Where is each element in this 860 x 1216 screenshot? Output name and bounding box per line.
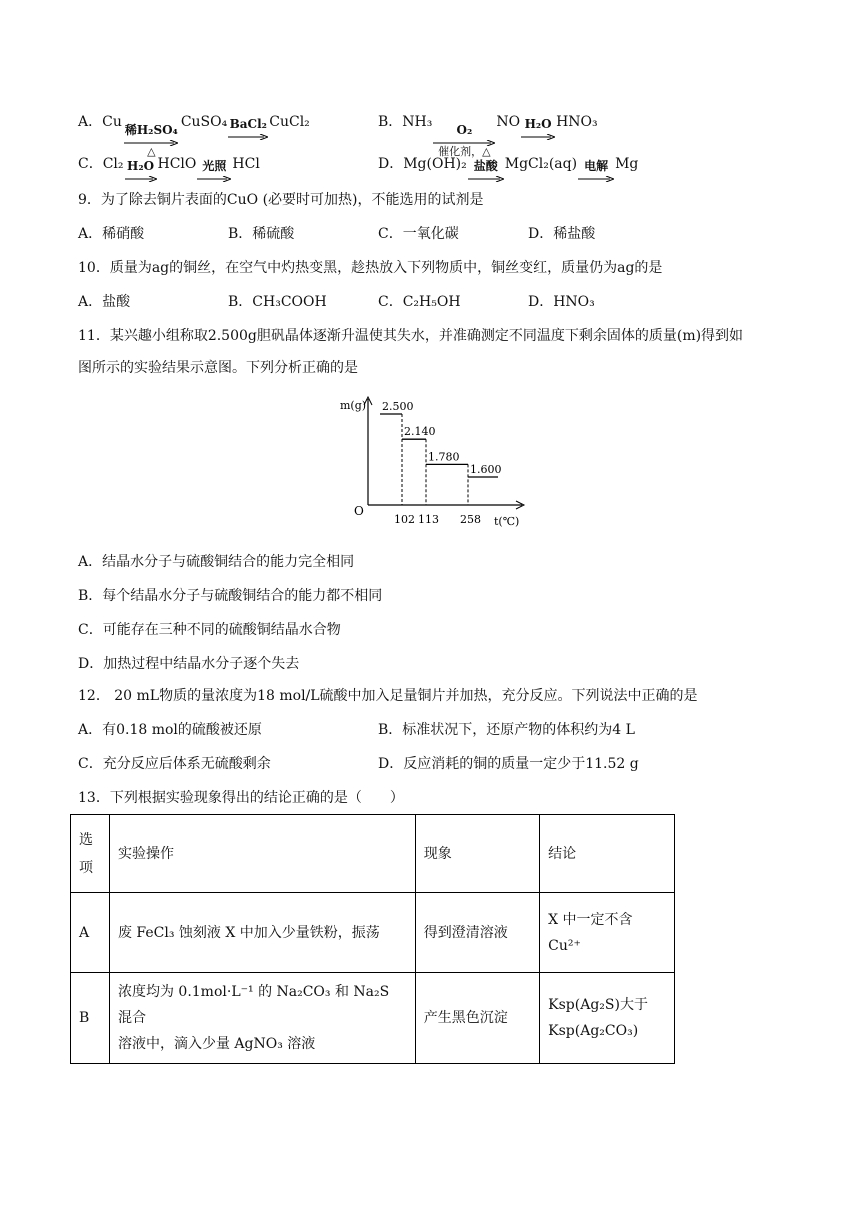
reaction-arrow xyxy=(228,114,268,140)
q11-stem-line1: 11．某兴趣小组称取2.500g胆矾晶体逐渐升温使其失水，并准确测定不同温度下剩余固体的质量(m)得到如 xyxy=(78,328,744,344)
q8-a-mid: CuSO₄ xyxy=(180,114,228,130)
reaction-arrow xyxy=(468,156,504,182)
value-label: 1.600 xyxy=(470,463,502,476)
table-header-row xyxy=(71,815,675,893)
operation-line1: 浓度均为 0.1mol·L⁻¹ 的 Na₂CO₃ 和 Na₂S 混合 xyxy=(117,984,390,1026)
y-axis-label: m(g) xyxy=(340,399,367,412)
arrow-top-label: 电解 xyxy=(584,159,609,173)
row-conclusion xyxy=(540,973,675,1064)
arrow-icon xyxy=(125,176,157,182)
q8-option-d xyxy=(378,154,638,182)
q9-stem: 9．为了除去铜片表面的CuO (必要时可加热)，不能选用的试剂是 xyxy=(78,192,484,208)
origin-label: O xyxy=(354,504,364,518)
q8-b-start: B．NH₃ xyxy=(378,114,433,130)
arrow-top-label: 光照 xyxy=(202,159,227,173)
table-row xyxy=(71,973,675,1064)
row-phenomenon: 得到澄清溶液 xyxy=(415,893,539,973)
x-axis-label: t(℃) xyxy=(494,515,520,528)
arrow-top-label: 稀H₂SO₄ xyxy=(124,123,178,137)
q8-b-end: HNO₃ xyxy=(556,114,598,130)
arrow-icon xyxy=(578,176,614,182)
q11-opt-a: A．结晶水分子与硫酸铜结合的能力完全相同 xyxy=(78,554,355,570)
x-tick-label: 258 xyxy=(460,513,481,526)
row-conclusion xyxy=(540,893,675,973)
reaction-arrow xyxy=(123,120,180,157)
conclusion-line1: Ksp(Ag₂S)大于 xyxy=(548,997,648,1013)
row-operation xyxy=(109,973,415,1064)
header-option: 选项 xyxy=(71,815,110,893)
q8-option-c xyxy=(78,154,260,182)
q13-stem: 13．下列根据实验现象得出的结论正确的是（ ） xyxy=(78,790,404,806)
arrow-bottom-label: 催化剂，△ xyxy=(438,145,491,158)
q11-opt-c: C．可能存在三种不同的硫酸铜结晶水合物 xyxy=(78,622,341,638)
row-option: A xyxy=(71,893,110,973)
value-label: 1.780 xyxy=(428,450,460,464)
q9-opt-a: A．稀硝酸 xyxy=(78,226,145,242)
arrow-top-label: O₂ xyxy=(456,123,473,137)
q8-option-b xyxy=(378,112,598,157)
arrow-top-label: H₂O xyxy=(524,117,552,131)
q8-c-start: C．Cl₂ xyxy=(78,156,124,172)
q8-b-mid: NO xyxy=(496,114,521,130)
operation-line2: 溶液中，滴入少量 AgNO₃ 溶液 xyxy=(117,1036,316,1052)
q9-opt-d: D．稀盐酸 xyxy=(528,226,596,242)
q9-opt-b: B．稀硫酸 xyxy=(228,226,295,242)
row-phenomenon: 产生黑色沉淀 xyxy=(415,973,539,1064)
q10-opt-a: A．盐酸 xyxy=(78,294,131,310)
q12-stem: 12． 20 mL物质的量浓度为18 mol/L硫酸中加入足量铜片并加热，充分反应。下列说法中正确的是 xyxy=(78,688,698,704)
q11-stem-line2: 图所示的实验结果示意图。下列分析正确的是 xyxy=(78,360,358,376)
q8-a-start: A．Cu xyxy=(78,114,122,130)
q10-opt-c: C．C₂H₅OH xyxy=(378,294,461,310)
q8-c-mid: HClO xyxy=(157,156,197,172)
q12-opt-a: A．有0.18 mol的硫酸被还原 xyxy=(78,722,262,738)
table-row xyxy=(71,893,675,973)
conclusion-line2: Cu²⁺ xyxy=(548,937,581,954)
arrow-icon xyxy=(468,176,504,182)
q10-opt-b: B．CH₃COOH xyxy=(228,294,327,310)
reaction-arrow xyxy=(578,156,614,182)
q8-d-end: Mg xyxy=(615,156,639,172)
q10-opt-d: D．HNO₃ xyxy=(528,294,595,310)
q8-a-end: CuCl₂ xyxy=(269,114,310,130)
q8-d-mid: MgCl₂(aq) xyxy=(504,156,578,172)
arrow-icon xyxy=(521,134,555,140)
q11-opt-d: D．加热过程中结晶水分子逐个失去 xyxy=(78,656,300,672)
arrow-icon xyxy=(228,134,268,140)
arrow-bottom-label: △ xyxy=(147,145,156,158)
x-tick-label: 113 xyxy=(418,513,439,526)
q9-opt-c: C．一氧化碳 xyxy=(378,226,459,242)
q8-option-a xyxy=(78,112,310,157)
q12-opt-b: B．标准状况下，还原产物的体积约为4 L xyxy=(378,722,635,738)
row-option: B xyxy=(71,973,110,1064)
header-operation: 实验操作 xyxy=(109,815,415,893)
q12-opt-d: D．反应消耗的铜的质量一定少于11.52 g xyxy=(378,756,639,772)
arrow-top-label: 盐酸 xyxy=(473,159,498,173)
header-phenomenon: 现象 xyxy=(415,815,539,893)
q11-opt-b: B．每个结晶水分子与硫酸铜结合的能力都不相同 xyxy=(78,588,383,604)
header-conclusion: 结论 xyxy=(540,815,675,893)
arrow-top-label: BaCl₂ xyxy=(229,117,267,131)
row-operation: 废 FeCl₃ 蚀刻液 X 中加入少量铁粉，振荡 xyxy=(109,893,415,973)
q10-stem: 10．质量为ag的铜丝，在空气中灼热变黑，趁热放入下列物质中，铜丝变红，质量仍为ag的是 xyxy=(78,260,663,276)
arrow-top-label: H₂O xyxy=(126,159,155,173)
reaction-arrow xyxy=(433,120,495,157)
q8-d-start: D．Mg(OH)₂ xyxy=(378,156,467,172)
q13-table xyxy=(70,814,675,1064)
q12-opt-c: C．充分反应后体系无硫酸剩余 xyxy=(78,756,271,772)
conclusion-line2: Ksp(Ag₂CO₃) xyxy=(548,1023,639,1039)
value-label: 2.500 xyxy=(382,400,414,413)
value-label: 2.140 xyxy=(404,425,436,439)
reaction-arrow xyxy=(521,114,555,140)
x-tick-label: 102 xyxy=(394,513,415,526)
reaction-arrow xyxy=(125,156,157,182)
mass-temperature-chart xyxy=(330,393,530,529)
conclusion-line1: X 中一定不含 xyxy=(548,911,633,928)
reaction-arrow xyxy=(197,156,231,182)
q8-c-end: HCl xyxy=(232,156,260,172)
arrow-icon xyxy=(197,176,231,182)
